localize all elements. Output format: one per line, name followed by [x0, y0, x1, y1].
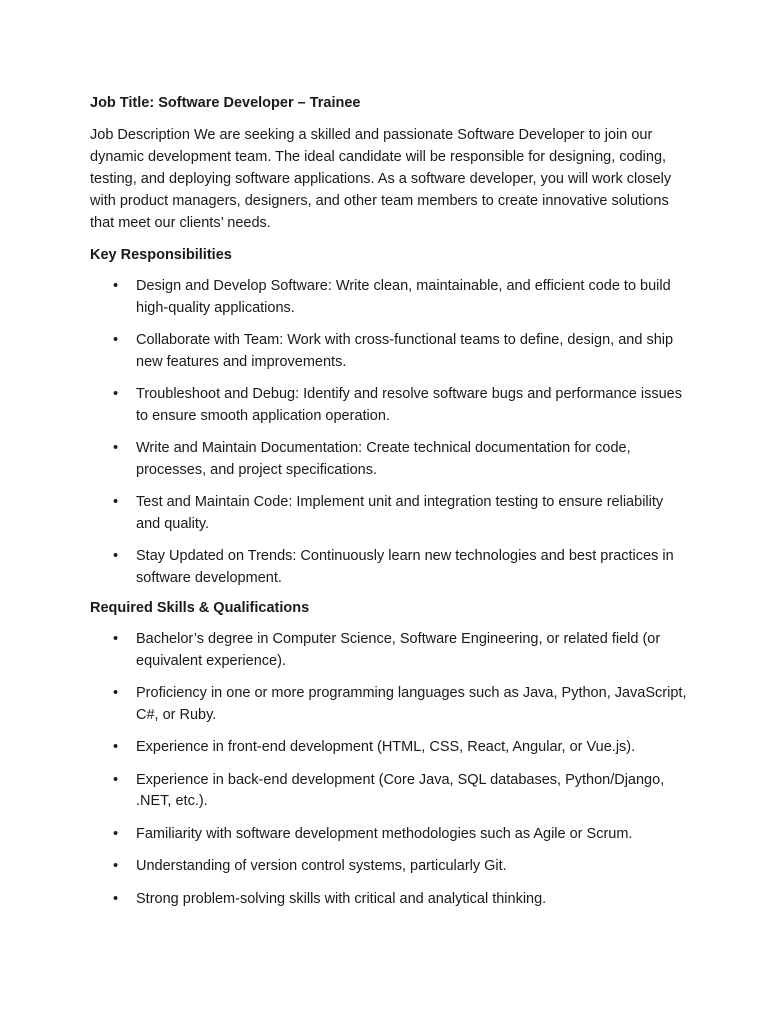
list-item-text: Experience in back-end development (Core Java, SQL databases, Python/Django, .NET, etc.).: [136, 771, 665, 809]
list-item: [90, 856, 690, 878]
key-responsibilities-section: [90, 244, 690, 589]
list-item-text: Test and Maintain Code: Implement unit and integration testing to ensure reliability and quality.: [136, 494, 664, 532]
list-item-text: Bachelor’s degree in Computer Science, Software Engineering, or related field (or equivalent experience).: [136, 631, 661, 669]
bullet-icon: •: [113, 739, 119, 755]
list-item: [90, 276, 690, 319]
list-item-text: Experience in front-end development (HTML, CSS, React, Angular, or Vue.js).: [136, 739, 636, 755]
required-skills-section: [90, 597, 690, 910]
key-responsibilities-list: [90, 276, 690, 589]
bullet-icon: •: [113, 494, 119, 510]
list-item-text: Stay Updated on Trends: Continuously learn new technologies and best practices in software development.: [136, 548, 674, 586]
list-item-text: Proficiency in one or more programming languages such as Java, Python, JavaScript, C#, or Ruby.: [136, 685, 687, 723]
list-item: [90, 683, 690, 726]
list-item: [90, 384, 690, 427]
list-item-text: Collaborate with Team: Work with cross-functional teams to define, design, and ship new features and improvements.: [136, 332, 674, 370]
bullet-icon: •: [113, 685, 119, 701]
list-item: [90, 330, 690, 373]
list-item: [90, 492, 690, 535]
list-item-text: Strong problem-solving skills with critical and analytical thinking.: [136, 890, 547, 907]
bullet-icon: •: [113, 825, 119, 842]
bullet-icon: •: [113, 631, 119, 647]
bullet-icon: •: [113, 548, 119, 564]
bullet-icon: •: [113, 332, 119, 348]
list-item-text: Design and Develop Software: Write clean, maintainable, and efficient code to build high-quality applications.: [136, 278, 671, 316]
list-item-text: Familiarity with software development methodologies such as Agile or Scrum.: [136, 825, 633, 842]
key-responsibilities-heading: Key Responsibilities: [90, 247, 232, 263]
list-item: [90, 737, 690, 759]
bullet-icon: •: [113, 858, 119, 874]
list-item: [90, 629, 690, 672]
list-item-text: Understanding of version control systems, particularly Git.: [136, 858, 507, 874]
required-skills-heading: Required Skills & Qualifications: [90, 600, 310, 616]
job-title: Job Title: Software Developer – Trainee: [90, 95, 361, 111]
document-page: [90, 92, 690, 921]
bullet-icon: •: [113, 278, 119, 294]
list-item: [90, 438, 690, 481]
list-item-text: Write and Maintain Documentation: Create technical documentation for code, processes, and project specifications.: [136, 440, 631, 478]
bullet-icon: •: [113, 890, 119, 907]
bullet-icon: •: [113, 440, 119, 456]
list-item-text: Troubleshoot and Debug: Identify and resolve software bugs and performance issues to ensure smooth application operation.: [136, 386, 682, 424]
list-item: [90, 824, 690, 846]
list-item: [90, 546, 690, 589]
bullet-icon: •: [113, 771, 119, 788]
required-skills-list: [90, 629, 690, 910]
list-item: [90, 889, 690, 911]
job-description: Job Description We are seeking a skilled and passionate Software Developer to join our dynamic development team. The ideal candidate will be responsible for designing, coding, testing, and deploying software applications. As a software developer, you will work closely with product managers, designers, and other team members to create innovative solutions that meet our clients’ needs.: [90, 127, 672, 231]
bullet-icon: •: [113, 386, 119, 402]
list-item: [90, 770, 690, 813]
